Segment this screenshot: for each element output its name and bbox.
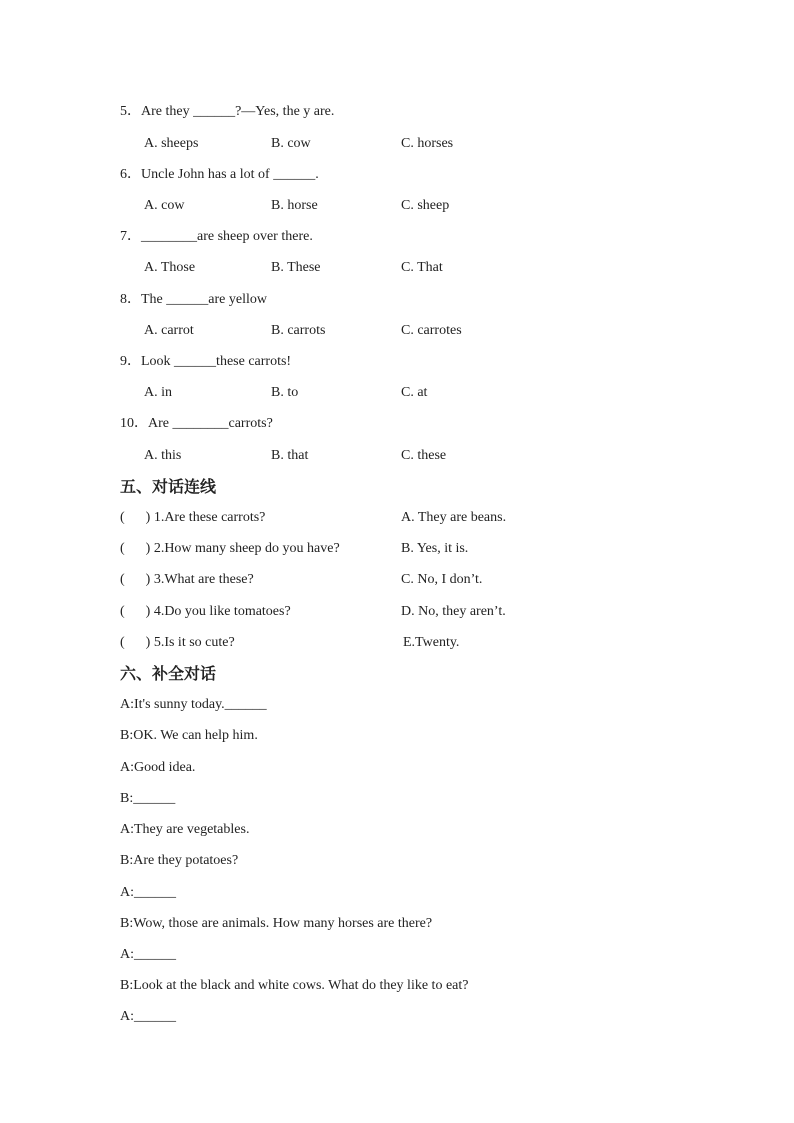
dialogue-line-3: A:Good idea. <box>120 760 196 775</box>
dialogue-line-10: B:Look at the black and white cows. What do they like to eat? <box>120 978 469 993</box>
dialogue-line-5: A:They are vegetables. <box>120 822 250 837</box>
match-left-4: ( ) 4.Do you like tomatoes? <box>120 604 291 619</box>
question-5-stem: 5．Are they ______?—Yes, the y are. <box>120 104 335 119</box>
dialogue-line-4: B:______ <box>120 791 176 806</box>
question-7-option-b: B. These <box>271 260 321 275</box>
match-left-2: ( ) 2.How many sheep do you have? <box>120 541 340 556</box>
dialogue-line-9: A:______ <box>120 947 176 962</box>
question-8-option-b: B. carrots <box>271 323 326 338</box>
question-6-stem: 6．Uncle John has a lot of ______. <box>120 167 319 182</box>
question-10-option-b: B. that <box>271 448 309 463</box>
question-9-option-b: B. to <box>271 385 299 400</box>
match-left-5: ( ) 5.Is it so cute? <box>120 635 235 650</box>
dialogue-line-1: A:It's sunny today.______ <box>120 697 267 712</box>
match-right-c: C. No, I don’t. <box>401 572 483 587</box>
question-5-option-a: A. sheeps <box>144 136 199 151</box>
dialogue-line-6: B:Are they potatoes? <box>120 853 239 868</box>
dialogue-line-2: B:OK. We can help him. <box>120 728 258 743</box>
match-right-b: B. Yes, it is. <box>401 541 469 556</box>
question-7-option-a: A. Those <box>144 260 196 275</box>
dialogue-line-11: A:______ <box>120 1009 176 1024</box>
match-right-e: E.Twenty. <box>403 635 460 650</box>
question-10-stem: 10．Are ________carrots? <box>120 416 273 431</box>
match-right-d: D. No, they aren’t. <box>401 604 506 619</box>
question-9-option-a: A. in <box>144 385 172 400</box>
section-6-heading: 六、补全对话 <box>120 664 217 683</box>
question-7-option-c: C. That <box>401 260 443 275</box>
question-7-stem: 7．________are sheep over there. <box>120 229 313 244</box>
question-6-option-b: B. horse <box>271 198 318 213</box>
question-10-option-c: C. these <box>401 448 447 463</box>
question-5-option-b: B. cow <box>271 136 311 151</box>
dialogue-line-7: A:______ <box>120 885 176 900</box>
match-right-a: A. They are beans. <box>401 510 507 525</box>
question-6-option-c: C. sheep <box>401 198 450 213</box>
question-8-stem: 8．The ______are yellow <box>120 292 267 307</box>
question-9-option-c: C. at <box>401 385 428 400</box>
question-9-stem: 9．Look ______these carrots! <box>120 354 292 369</box>
section-5-heading: 五、对话连线 <box>120 477 217 496</box>
question-8-option-c: C. carrotes <box>401 323 462 338</box>
match-left-3: ( ) 3.What are these? <box>120 572 254 587</box>
question-5-option-c: C. horses <box>401 136 454 151</box>
dialogue-line-8: B:Wow, those are animals. How many horses are there? <box>120 916 433 931</box>
question-8-option-a: A. carrot <box>144 323 194 338</box>
match-left-1: ( ) 1.Are these carrots? <box>120 510 266 525</box>
question-6-option-a: A. cow <box>144 198 185 213</box>
question-10-option-a: A. this <box>144 448 182 463</box>
